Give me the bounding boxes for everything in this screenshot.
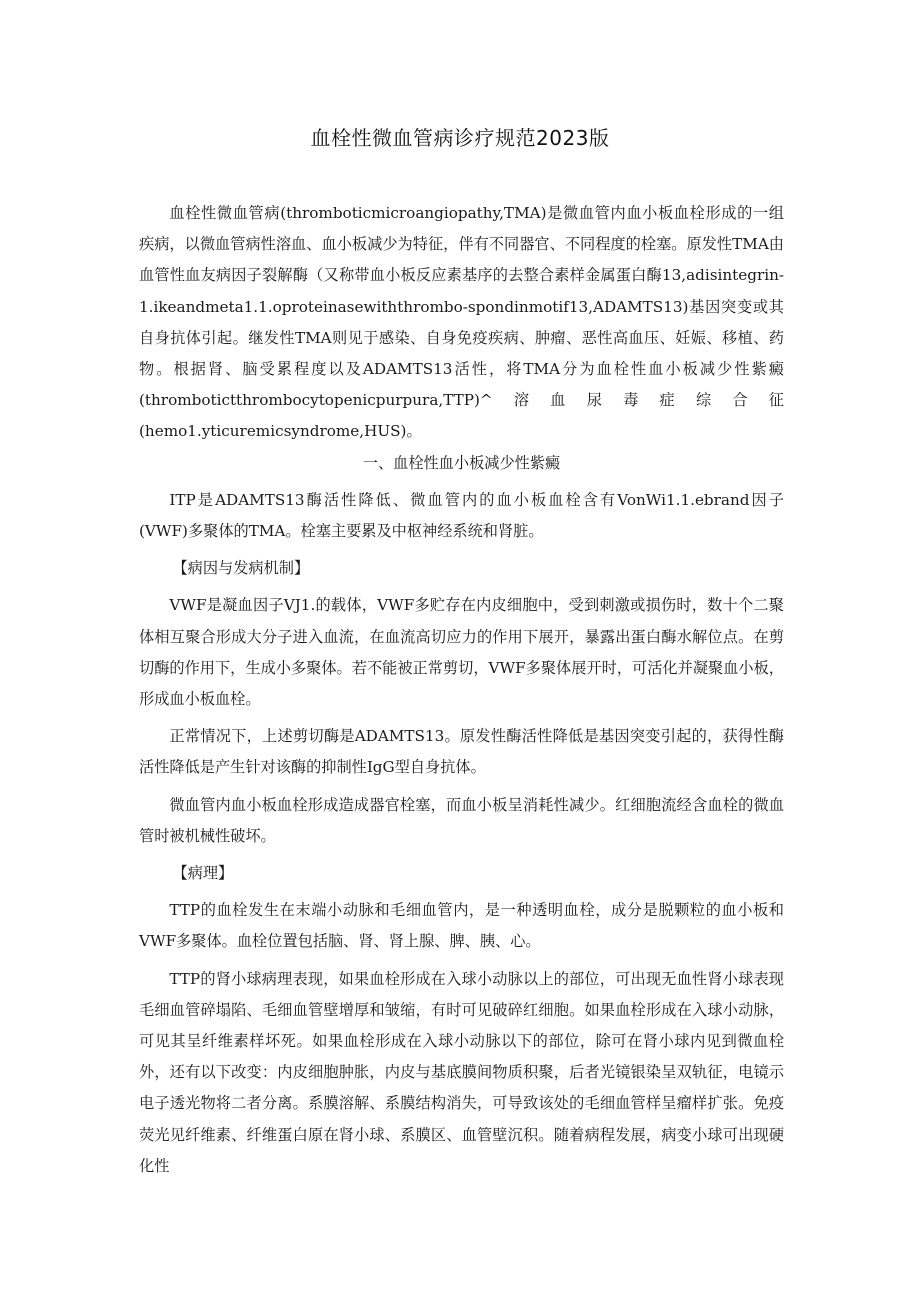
paragraph-adamts13: 正常情况下，上述剪切酶是ADAMTS13。原发性酶活性降低是基因突变引起的，获得性酶活性降低是产生针对该酶的抑制性IgG型自身抗体。 xyxy=(139,727,784,777)
paragraph-microvascular: 微血管内血小板血栓形成造成器官栓塞，而血小板呈消耗性减少。红细胞流经含血栓的微血管时被机械性破坏。 xyxy=(139,795,784,845)
paragraph-intro: 血栓性微血管病(thromboticmicroangiopathy,TMA)是微血管内血小板血栓形成的一组疾病，以微血管病性溶血、血小板减少为特征，伴有不同器官、不同程度的栓塞。原发性TMA由血管性血友病因子裂解酶（又称带血小板反应素基序的去整合素样金属蛋白酶13,adisintegrin-1.ikeandmeta1.1.oproteinasewiththrombo-spondinmotif13,ADAMTS13)基因突变或其自身抗体引起。继发性TMA则见于感染、自身免疫疾病、肿瘤、恶性高血压、妊娠、移植、药物。根据肾、脑受累程度以及ADAMTS13活性，将TMA分为血栓性血小板减少性紫癜(thrombotictthrombocytopenicpurpura,TTP)^溶血尿毒症综合征(hemo1.yticuremicsyndrome,HUS)。 xyxy=(139,204,784,441)
paragraph-thrombus-location: TTP的血栓发生在末端小动脉和毛细血管内，是一种透明血栓，成分是脱颗粒的血小板和VWF多聚体。血栓位置包括脑、肾、肾上腺、脾、胰、心。 xyxy=(139,901,784,951)
page-title: 血栓性微血管病诊疗规范2023版 xyxy=(310,126,610,150)
subheading-pathology: 【病理】 xyxy=(172,864,234,883)
paragraph-ttp-definition: ITP是ADAMTS13酶活性降低、微血管内的血小板血栓含有VonWi1.1.ebrand因子(VWF)多聚体的TMA。栓塞主要累及中枢神经系统和肾脏。 xyxy=(139,490,784,541)
subheading-etiology: 【病因与发病机制】 xyxy=(172,559,310,578)
paragraph-glomerular-pathology: TTP的肾小球病理表现，如果血栓形成在入球小动脉以上的部位，可出现无血性肾小球表现毛细血管碎塌陷、毛细血管壁增厚和皱缩，有时可见破碎红细胞。如果血栓形成在入球小动脉，可见其呈纤维素样坏死。如果血栓形成在入球小动脉以下的部位，除可在肾小球内见到微血栓外，还有以下改变：内皮细胞肿胀，内皮与基底膜间物质积聚，后者光镜银染呈双轨征，电镜示电子透光物将二者分离。系膜溶解、系膜结构消失，可导致该处的毛细血管样呈瘤样扩张。免疫荧光见纤维素、纤维蛋白原在肾小球、系膜区、血管壁沉积。随着病程发展，病变小球可出现硬化性 xyxy=(139,969,784,1175)
section-heading-ttp: 一、血栓性血小板减少性紫癜 xyxy=(362,453,561,472)
document-body xyxy=(139,198,784,1182)
paragraph-vwf: VWF是凝血因子VJ1.的载体，VWF多贮存在内皮细胞中，受到刺激或损伤时，数十个二聚体相互聚合形成大分子进入血流，在血流高切应力的作用下展开，暴露出蛋白酶水解位点。在剪切酶的作用下，生成小多聚体。若不能被正常剪切，VWF多聚体展开时，可活化并凝聚血小板，形成血小板血栓。 xyxy=(139,596,784,709)
